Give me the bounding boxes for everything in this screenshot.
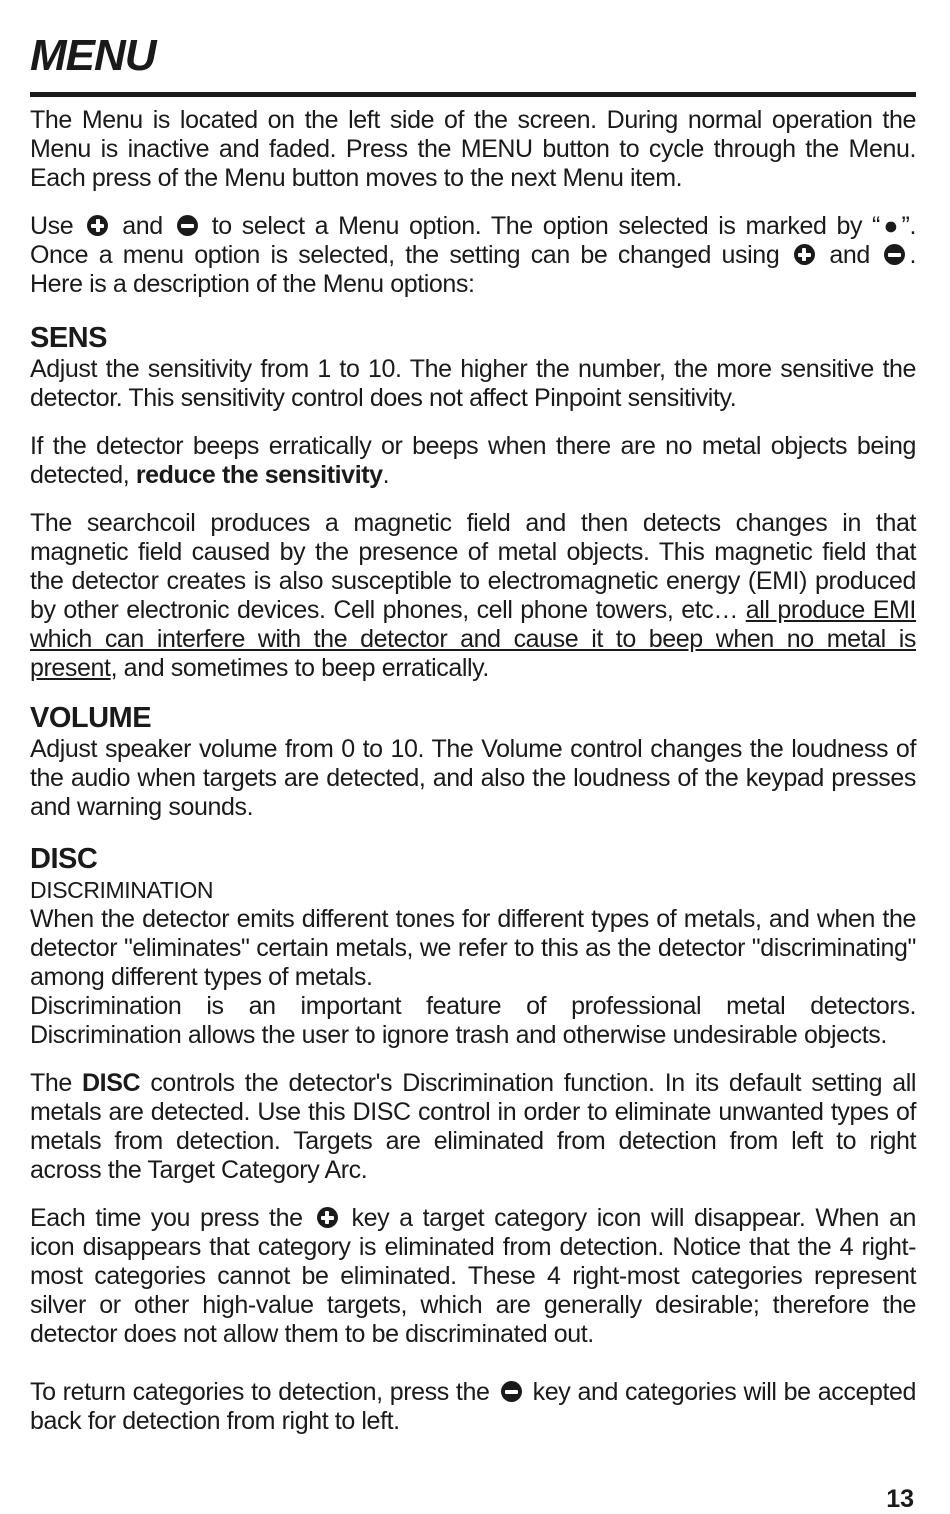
select-paragraph: Use and to select a Menu option. The option selected is marked by “●”. Once a menu option is selected, the setting can be changed using and . Here is a description of the Menu options: [30,212,917,298]
disc-emphasis: DISC [82,1069,141,1097]
plus-button-icon [794,244,815,265]
page-number: 13 [886,1485,914,1513]
disc-subheading: DISCRIMINATION [30,877,214,903]
plus-button-icon [317,1207,338,1228]
intro-paragraph: The Menu is located on the left side of the screen. During normal operation the Menu is inactive and faded. Press the MENU button to cycle through the Menu. Each press of the Menu button moves to the next Menu item. [30,106,916,192]
disc-heading: DISC [30,843,98,875]
volume-paragraph: Adjust speaker volume from 0 to 10. The Volume control changes the loudness of the audio when targets are detected, and also the loudness of the keypad presses and warning sounds. [30,735,916,821]
sens-underlined-text: all produce EMI which can interfere with the detector and cause it to beep when no metal is present [30,596,916,682]
disc-paragraph-3: The DISC controls the detector's Discrimination function. In its default setting all metals are detected. Use this DISC control in order to eliminate unwanted types of metals from detection. Targets are eliminated from detection from left to right across the Target Category Arc. [30,1069,917,1184]
volume-heading: VOLUME [30,702,152,734]
plus-button-icon [87,215,108,236]
minus-button-icon [501,1381,522,1402]
sens-emphasis: reduce the sensitivity [135,461,383,489]
minus-button-icon [884,244,905,265]
sens-heading: SENS [30,322,107,354]
disc-paragraph-1: When the detector emits different tones for different types of metals, and when the detector "eliminates" certain metals, we refer to this as the detector "discriminating" among different types of metals. [30,905,916,991]
title-divider [30,92,916,97]
page-content [30,106,916,1455]
page-title: MENU [30,31,156,80]
disc-paragraph-5: To return categories to detection, press the key and categories will be accepted back for detection from right to left. [30,1378,917,1435]
minus-button-icon [177,215,198,236]
disc-paragraph-2: Discrimination is an important feature of professional metal detectors. Discrimination allows the user to ignore trash and otherwise undesirable objects. [30,992,916,1049]
sens-paragraph-1: Adjust the sensitivity from 1 to 10. The higher the number, the more sensitive the detector. This sensitivity control does not affect Pinpoint sensitivity. [30,355,916,412]
sens-paragraph-2: If the detector beeps erratically or beeps when there are no metal objects being detected, reduce the sensitivity. [30,432,916,489]
sens-paragraph-3: The searchcoil produces a magnetic field and then detects changes in that magnetic field caused by the presence of metal objects. This magnetic field that the detector creates is also susceptible to electromagnetic energy (EMI) produced by other electronic devices. Cell phones, cell phone towers, etc… all produce EMI which can interfere with the detector and cause it to beep when no metal is present, and sometimes to beep erratically. [30,509,916,682]
disc-paragraph-4: Each time you press the key a target category icon will disappear. When an icon disappears that category is eliminated from detection. Notice that the 4 right-most categories cannot be eliminated. These 4 right-most categories represent silver or other high-value targets, which are generally desirable; therefore the detector does not allow them to be discriminated out. [30,1204,916,1348]
